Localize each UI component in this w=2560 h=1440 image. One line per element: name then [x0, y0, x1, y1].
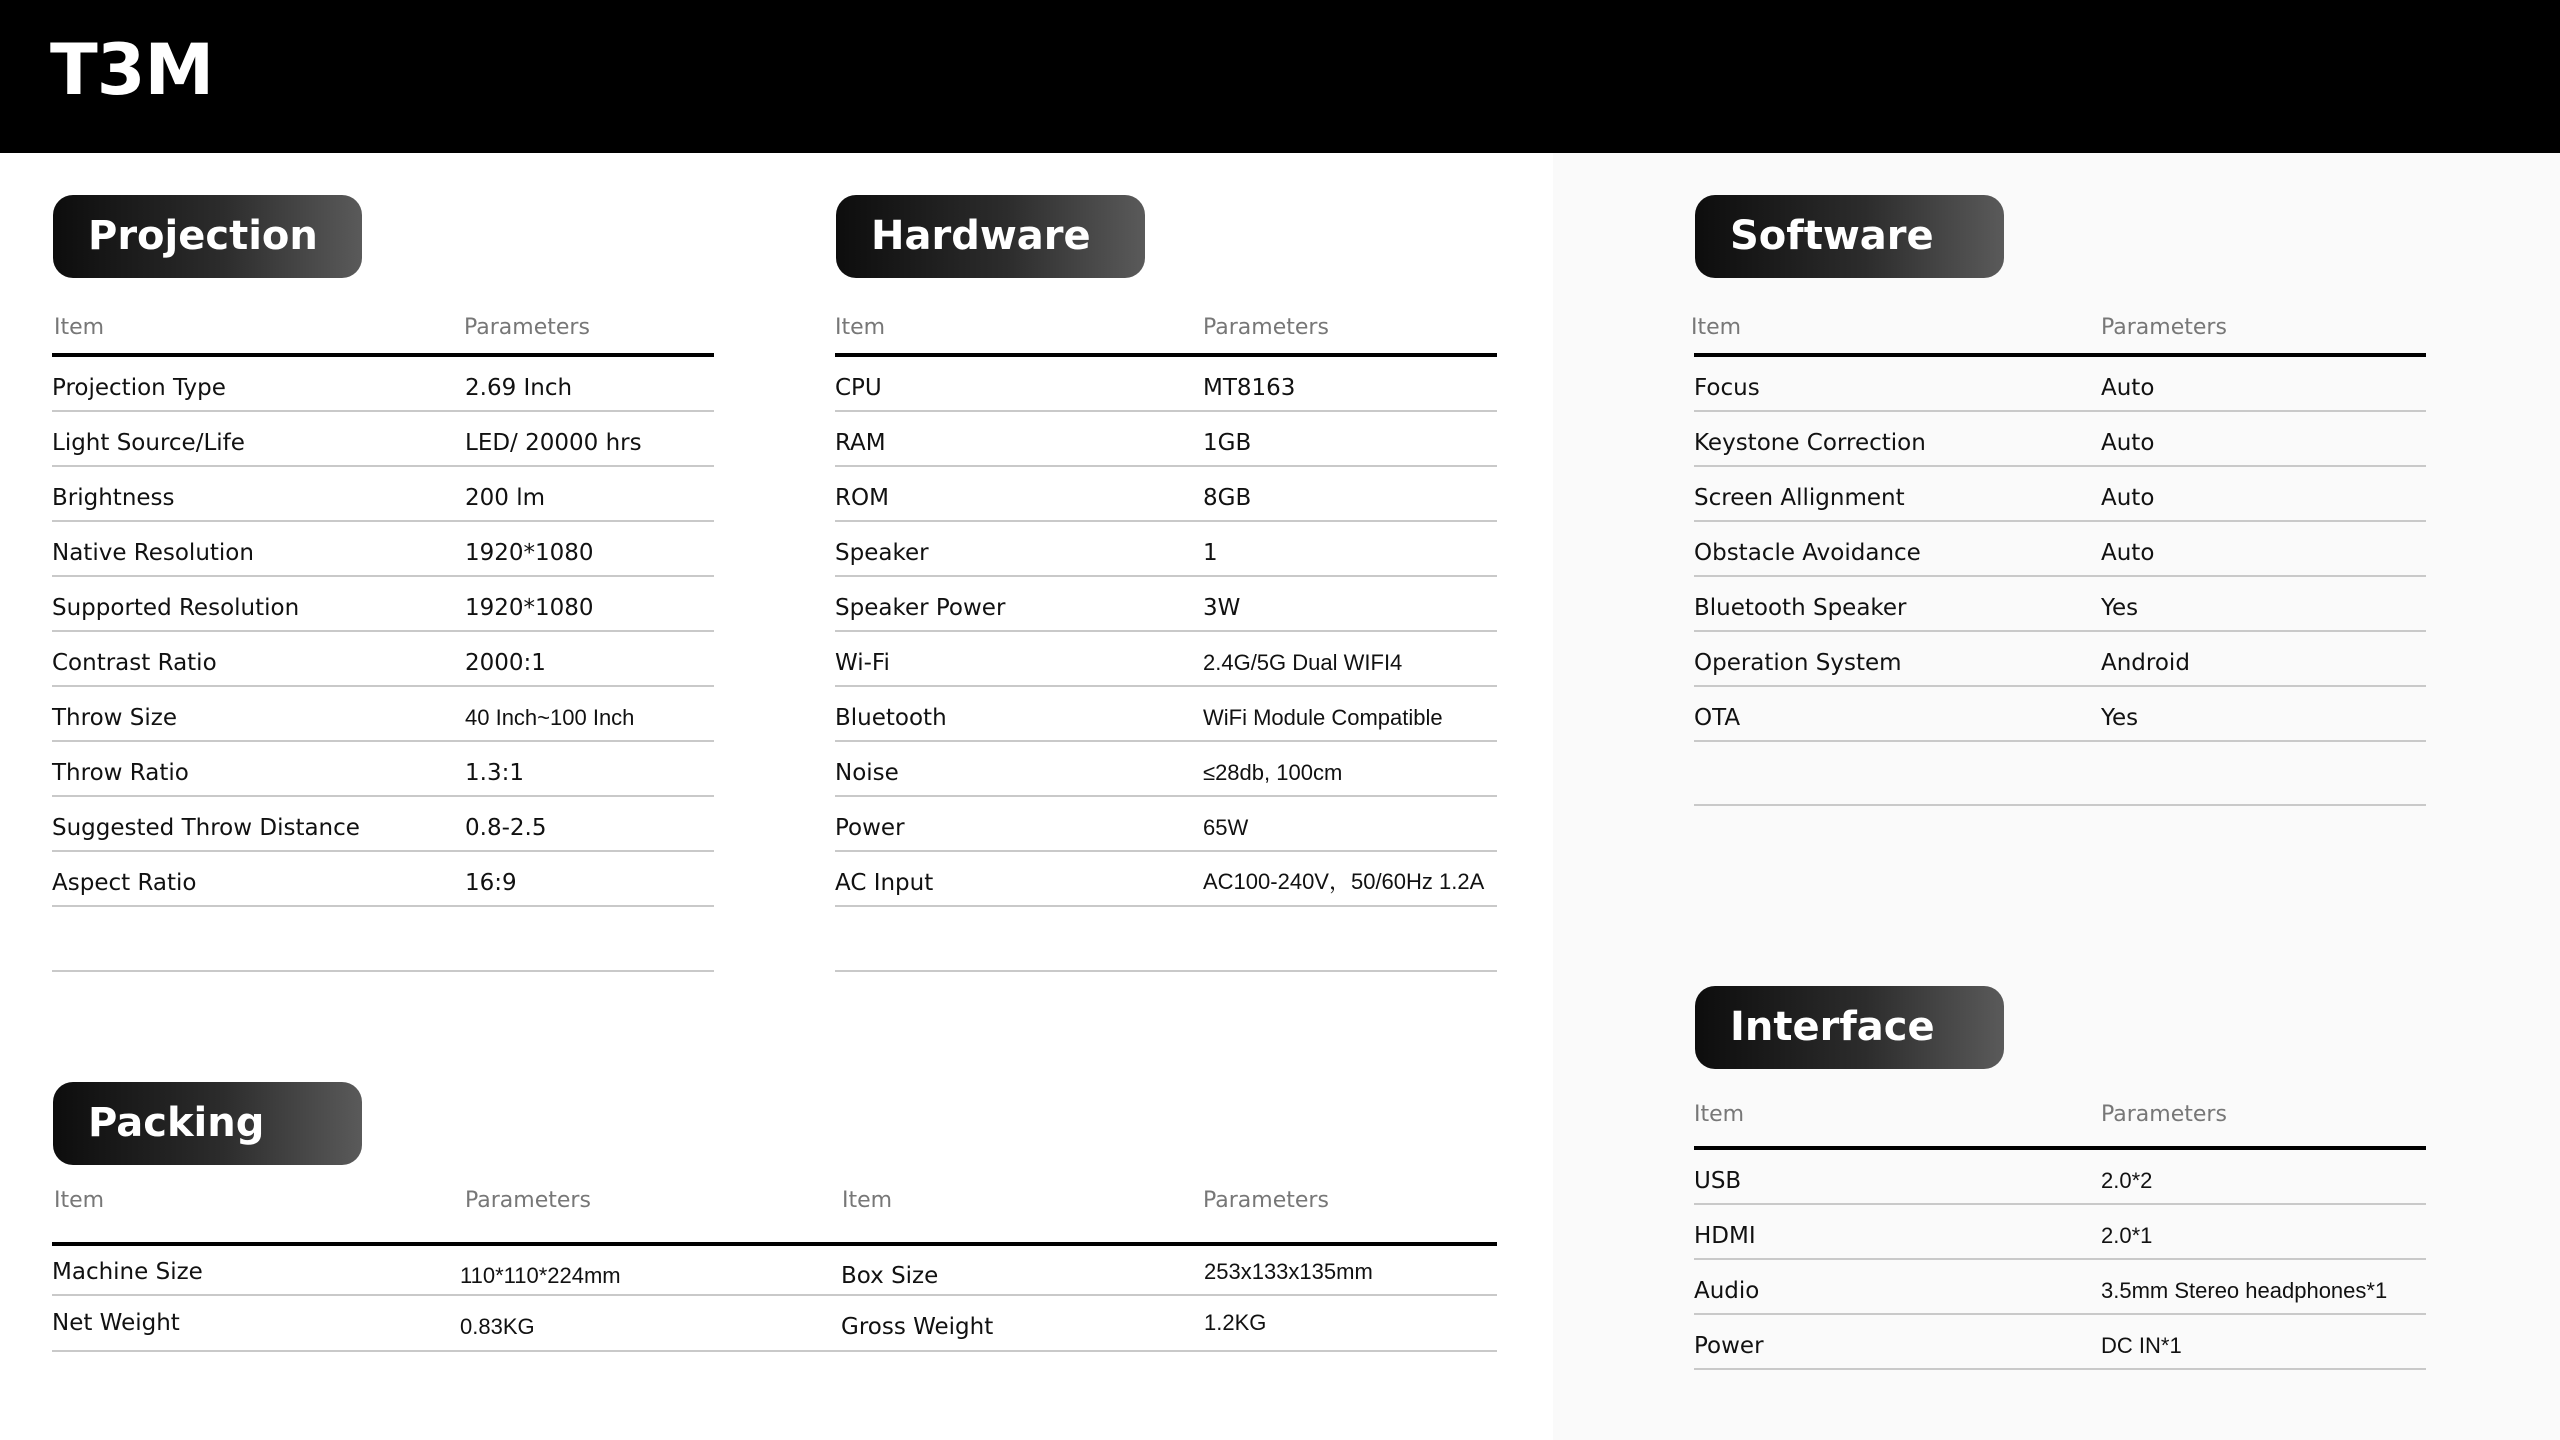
table-row	[835, 742, 1497, 797]
row-value: Yes	[2101, 595, 2139, 621]
table-row	[52, 632, 714, 687]
table-row	[1694, 1315, 2426, 1370]
table-row	[1694, 1205, 2426, 1260]
row-item: CPU	[835, 375, 882, 401]
row-value: Auto	[2101, 540, 2155, 566]
row-item: Focus	[1694, 375, 1760, 401]
row-value: WiFi Module Compatible	[1203, 705, 1443, 730]
row-value: MT8163	[1203, 375, 1296, 401]
row-value: 0.8-2.5	[465, 815, 547, 841]
table-row	[1694, 1260, 2426, 1315]
software-section-title: Software	[1695, 195, 2004, 278]
page-title: T3M	[50, 29, 214, 111]
title-bar	[0, 0, 2560, 153]
row-value: 2.69 Inch	[465, 375, 573, 401]
row-item: Operation System	[1694, 650, 1902, 676]
row-item-left: Net Weight	[52, 1310, 180, 1336]
row-value: 8GB	[1203, 485, 1252, 511]
table-end-rule	[52, 970, 714, 972]
row-item: Bluetooth	[835, 705, 947, 731]
row-item: Speaker	[835, 540, 929, 566]
table-row	[52, 577, 714, 632]
table-row	[1694, 412, 2426, 467]
table-row	[835, 577, 1497, 632]
table-row	[52, 1296, 1497, 1352]
table-row	[1694, 522, 2426, 577]
table-row	[52, 522, 714, 577]
table-row	[1694, 577, 2426, 632]
packing-header-item-right: Item	[842, 1188, 893, 1213]
table-row	[1694, 632, 2426, 687]
row-item: Obstacle Avoidance	[1694, 540, 1921, 566]
table-end-rule	[1694, 804, 2426, 806]
table-row	[1694, 357, 2426, 412]
row-item: Throw Ratio	[52, 760, 189, 786]
row-item: Bluetooth Speaker	[1694, 595, 1907, 621]
row-value: 1920*1080	[465, 540, 594, 566]
table-row	[1694, 687, 2426, 742]
table-end-rule	[835, 970, 1497, 972]
row-value-left: 110*110*224mm	[460, 1263, 621, 1288]
row-value: 200 lm	[465, 485, 546, 511]
table-row	[835, 467, 1497, 522]
hardware-header-parameters: Parameters	[1203, 315, 1329, 340]
projection-header-parameters: Parameters	[464, 315, 590, 340]
row-value: Auto	[2101, 485, 2155, 511]
row-item: Throw Size	[52, 705, 177, 731]
row-value: Auto	[2101, 375, 2155, 401]
software-header-item: Item	[1691, 315, 1742, 340]
row-item: HDMI	[1694, 1223, 1756, 1249]
row-value: 1920*1080	[465, 595, 594, 621]
projection-header-item: Item	[54, 315, 105, 340]
row-value-right: 253x133x135mm	[1204, 1259, 1373, 1284]
table-row	[835, 522, 1497, 577]
row-value: 1.3:1	[465, 760, 524, 786]
row-value: 3.5mm Stereo headphones*1	[2101, 1278, 2388, 1303]
row-item: Keystone Correction	[1694, 430, 1926, 456]
packing-header-parameters-left: Parameters	[465, 1188, 591, 1213]
interface-header-item: Item	[1694, 1102, 1745, 1127]
row-item: Contrast Ratio	[52, 650, 217, 676]
table-row	[835, 632, 1497, 687]
row-item: Noise	[835, 760, 899, 786]
row-item: ROM	[835, 485, 889, 511]
row-item-right: Gross Weight	[841, 1314, 994, 1340]
row-item: OTA	[1694, 705, 1741, 731]
row-value: DC IN*1	[2101, 1333, 2182, 1358]
table-row	[52, 1246, 1497, 1296]
row-value: 2000:1	[465, 650, 546, 676]
table-row	[835, 687, 1497, 742]
row-value: 1	[1203, 540, 1218, 566]
row-value-left: 0.83KG	[460, 1314, 535, 1339]
row-value: Android	[2101, 650, 2190, 676]
row-value: AC100-240V，50/60Hz 1.2A	[1203, 869, 1485, 894]
table-row	[52, 467, 714, 522]
projection-section-title: Projection	[53, 195, 362, 278]
table-row	[52, 852, 714, 907]
table-row	[835, 357, 1497, 412]
row-item: Supported Resolution	[52, 595, 300, 621]
row-item: AC Input	[835, 870, 934, 896]
row-item: Native Resolution	[52, 540, 254, 566]
row-value: ≤28db, 100cm	[1203, 760, 1343, 785]
row-value: 2.0*2	[2101, 1168, 2153, 1193]
row-value: 16:9	[465, 870, 517, 896]
row-value-right: 1.2KG	[1204, 1310, 1267, 1335]
row-value: Auto	[2101, 430, 2155, 456]
table-row	[835, 852, 1497, 907]
row-value: 1GB	[1203, 430, 1252, 456]
row-value: LED/ 20000 hrs	[465, 430, 642, 456]
row-item: Suggested Throw Distance	[52, 815, 360, 841]
table-row	[1694, 1150, 2426, 1205]
row-value: 65W	[1203, 815, 1249, 840]
row-item: Projection Type	[52, 375, 226, 401]
row-item: Brightness	[52, 485, 175, 511]
row-item: Aspect Ratio	[52, 870, 197, 896]
row-value: 3W	[1203, 595, 1241, 621]
row-item: Light Source/Life	[52, 430, 245, 456]
row-item: Power	[1694, 1333, 1764, 1359]
row-item: RAM	[835, 430, 886, 456]
table-row	[835, 797, 1497, 852]
row-item-left: Machine Size	[52, 1259, 203, 1285]
table-row	[52, 357, 714, 412]
table-row	[52, 687, 714, 742]
packing-header-parameters-right: Parameters	[1203, 1188, 1329, 1213]
row-item: Power	[835, 815, 905, 841]
packing-section-title: Packing	[53, 1082, 362, 1165]
row-value: 2.4G/5G Dual WIFI4	[1203, 650, 1403, 675]
row-item-right: Box Size	[841, 1263, 939, 1289]
interface-section-title: Interface	[1695, 986, 2004, 1069]
hardware-section-title: Hardware	[836, 195, 1145, 278]
table-row	[52, 412, 714, 467]
row-value: 40 Inch~100 Inch	[465, 705, 635, 730]
packing-header-item-left: Item	[54, 1188, 105, 1213]
table-row	[1694, 467, 2426, 522]
row-item: Wi-Fi	[835, 650, 890, 676]
table-row	[52, 742, 714, 797]
interface-header-parameters: Parameters	[2101, 1102, 2227, 1127]
table-row	[835, 412, 1497, 467]
software-header-parameters: Parameters	[2101, 315, 2227, 340]
table-row	[52, 797, 714, 852]
row-item: Screen Allignment	[1694, 485, 1905, 511]
row-value: 2.0*1	[2101, 1223, 2153, 1248]
row-item: Audio	[1694, 1278, 1760, 1304]
row-item: USB	[1694, 1168, 1742, 1194]
row-value: Yes	[2101, 705, 2139, 731]
hardware-header-item: Item	[835, 315, 886, 340]
row-item: Speaker Power	[835, 595, 1006, 621]
